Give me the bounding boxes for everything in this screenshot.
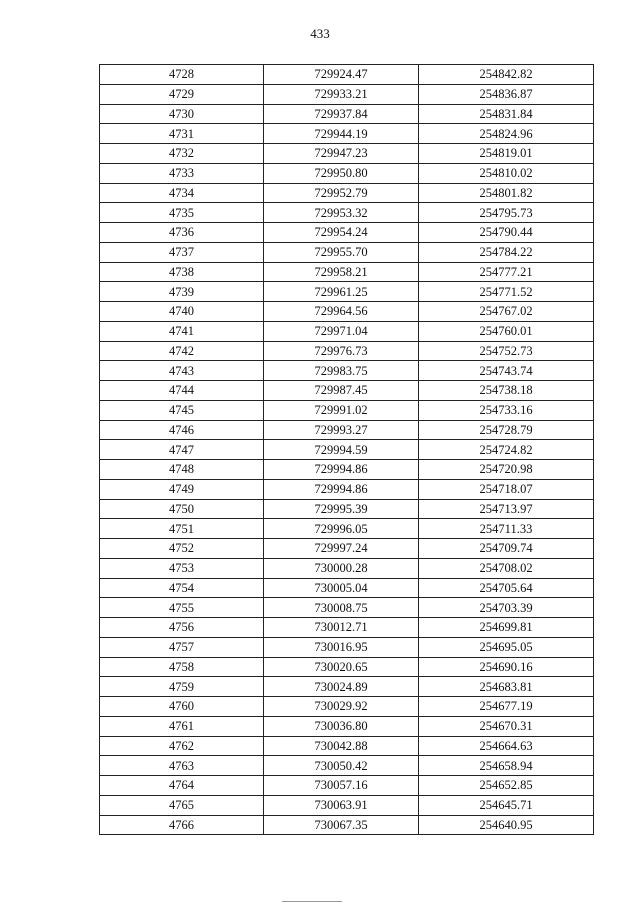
table-row: [100, 479, 594, 499]
y-coordinate-cell: 254670.31: [419, 716, 594, 736]
x-coordinate-cell: 729933.21: [264, 84, 419, 104]
table-row: [100, 558, 594, 578]
point-number-cell: 4736: [100, 223, 264, 243]
y-coordinate-cell: 254836.87: [419, 84, 594, 104]
table-row: [100, 736, 594, 756]
y-coordinate-cell: 254724.82: [419, 440, 594, 460]
table-row: [100, 381, 594, 401]
table-row: [100, 341, 594, 361]
point-number-cell: 4747: [100, 440, 264, 460]
table-row: [100, 440, 594, 460]
y-coordinate-cell: 254771.52: [419, 282, 594, 302]
x-coordinate-cell: 729996.05: [264, 519, 419, 539]
x-coordinate-cell: 730042.88: [264, 736, 419, 756]
point-number-cell: 4734: [100, 183, 264, 203]
y-coordinate-cell: 254842.82: [419, 65, 594, 85]
table-row: [100, 242, 594, 262]
x-coordinate-cell: 729955.70: [264, 242, 419, 262]
x-coordinate-cell: 730063.91: [264, 795, 419, 815]
y-coordinate-cell: 254831.84: [419, 104, 594, 124]
y-coordinate-cell: 254743.74: [419, 361, 594, 381]
point-number-cell: 4755: [100, 598, 264, 618]
table-row: [100, 637, 594, 657]
table-row: [100, 499, 594, 519]
x-coordinate-cell: 729991.02: [264, 400, 419, 420]
x-coordinate-cell: 729971.04: [264, 321, 419, 341]
point-number-cell: 4753: [100, 558, 264, 578]
table-row: [100, 262, 594, 282]
x-coordinate-cell: 729987.45: [264, 381, 419, 401]
coordinates-table-body: [100, 65, 594, 835]
table-row: [100, 815, 594, 835]
point-number-cell: 4758: [100, 657, 264, 677]
x-coordinate-cell: 729993.27: [264, 420, 419, 440]
table-row: [100, 282, 594, 302]
table-row: [100, 795, 594, 815]
point-number-cell: 4743: [100, 361, 264, 381]
point-number-cell: 4746: [100, 420, 264, 440]
y-coordinate-cell: 254824.96: [419, 124, 594, 144]
point-number-cell: 4730: [100, 104, 264, 124]
x-coordinate-cell: 730005.04: [264, 578, 419, 598]
x-coordinate-cell: 729994.86: [264, 460, 419, 480]
table-row: [100, 460, 594, 480]
table-row: [100, 420, 594, 440]
point-number-cell: 4757: [100, 637, 264, 657]
x-coordinate-cell: 729964.56: [264, 302, 419, 322]
x-coordinate-cell: 730067.35: [264, 815, 419, 835]
table-row: [100, 223, 594, 243]
x-coordinate-cell: 730024.89: [264, 677, 419, 697]
x-coordinate-cell: 729961.25: [264, 282, 419, 302]
y-coordinate-cell: 254819.01: [419, 144, 594, 164]
table-row: [100, 519, 594, 539]
point-number-cell: 4752: [100, 539, 264, 559]
table-row: [100, 104, 594, 124]
y-coordinate-cell: 254767.02: [419, 302, 594, 322]
page-number: 433: [310, 26, 330, 41]
y-coordinate-cell: 254718.07: [419, 479, 594, 499]
point-number-cell: 4765: [100, 795, 264, 815]
y-coordinate-cell: 254664.63: [419, 736, 594, 756]
x-coordinate-cell: 730000.28: [264, 558, 419, 578]
x-coordinate-cell: 730016.95: [264, 637, 419, 657]
x-coordinate-cell: 730008.75: [264, 598, 419, 618]
table-row: [100, 578, 594, 598]
point-number-cell: 4761: [100, 716, 264, 736]
point-number-cell: 4745: [100, 400, 264, 420]
y-coordinate-cell: 254713.97: [419, 499, 594, 519]
y-coordinate-cell: 254683.81: [419, 677, 594, 697]
point-number-cell: 4738: [100, 262, 264, 282]
table-row: [100, 400, 594, 420]
x-coordinate-cell: 729995.39: [264, 499, 419, 519]
y-coordinate-cell: 254705.64: [419, 578, 594, 598]
point-number-cell: 4750: [100, 499, 264, 519]
table-row: [100, 657, 594, 677]
table-row: [100, 756, 594, 776]
coordinates-table: [99, 64, 594, 835]
x-coordinate-cell: 729947.23: [264, 144, 419, 164]
bottom-divider: [282, 901, 342, 902]
x-coordinate-cell: 729937.84: [264, 104, 419, 124]
table-row: [100, 302, 594, 322]
x-coordinate-cell: 729954.24: [264, 223, 419, 243]
table-row: [100, 618, 594, 638]
point-number-cell: 4731: [100, 124, 264, 144]
x-coordinate-cell: 729994.59: [264, 440, 419, 460]
x-coordinate-cell: 730050.42: [264, 756, 419, 776]
y-coordinate-cell: 254677.19: [419, 697, 594, 717]
point-number-cell: 4732: [100, 144, 264, 164]
x-coordinate-cell: 729924.47: [264, 65, 419, 85]
y-coordinate-cell: 254708.02: [419, 558, 594, 578]
point-number-cell: 4751: [100, 519, 264, 539]
table-row: [100, 163, 594, 183]
table-row: [100, 598, 594, 618]
table-row: [100, 697, 594, 717]
x-coordinate-cell: 729958.21: [264, 262, 419, 282]
y-coordinate-cell: 254720.98: [419, 460, 594, 480]
table-row: [100, 203, 594, 223]
y-coordinate-cell: 254795.73: [419, 203, 594, 223]
point-number-cell: 4728: [100, 65, 264, 85]
x-coordinate-cell: 729983.75: [264, 361, 419, 381]
point-number-cell: 4742: [100, 341, 264, 361]
x-coordinate-cell: 730036.80: [264, 716, 419, 736]
point-number-cell: 4763: [100, 756, 264, 776]
point-number-cell: 4744: [100, 381, 264, 401]
point-number-cell: 4740: [100, 302, 264, 322]
y-coordinate-cell: 254695.05: [419, 637, 594, 657]
table-row: [100, 776, 594, 796]
table-row: [100, 716, 594, 736]
x-coordinate-cell: 729952.79: [264, 183, 419, 203]
y-coordinate-cell: 254777.21: [419, 262, 594, 282]
point-number-cell: 4739: [100, 282, 264, 302]
y-coordinate-cell: 254728.79: [419, 420, 594, 440]
y-coordinate-cell: 254709.74: [419, 539, 594, 559]
point-number-cell: 4759: [100, 677, 264, 697]
table-row: [100, 321, 594, 341]
table-row: [100, 144, 594, 164]
y-coordinate-cell: 254645.71: [419, 795, 594, 815]
point-number-cell: 4760: [100, 697, 264, 717]
x-coordinate-cell: 729994.86: [264, 479, 419, 499]
y-coordinate-cell: 254752.73: [419, 341, 594, 361]
x-coordinate-cell: 730057.16: [264, 776, 419, 796]
point-number-cell: 4756: [100, 618, 264, 638]
x-coordinate-cell: 730020.65: [264, 657, 419, 677]
x-coordinate-cell: 729976.73: [264, 341, 419, 361]
y-coordinate-cell: 254738.18: [419, 381, 594, 401]
table-row: [100, 183, 594, 203]
y-coordinate-cell: 254760.01: [419, 321, 594, 341]
point-number-cell: 4735: [100, 203, 264, 223]
point-number-cell: 4733: [100, 163, 264, 183]
table-row: [100, 84, 594, 104]
y-coordinate-cell: 254784.22: [419, 242, 594, 262]
point-number-cell: 4754: [100, 578, 264, 598]
x-coordinate-cell: 729953.32: [264, 203, 419, 223]
table-row: [100, 361, 594, 381]
y-coordinate-cell: 254652.85: [419, 776, 594, 796]
point-number-cell: 4741: [100, 321, 264, 341]
y-coordinate-cell: 254711.33: [419, 519, 594, 539]
point-number-cell: 4766: [100, 815, 264, 835]
table-row: [100, 124, 594, 144]
y-coordinate-cell: 254640.95: [419, 815, 594, 835]
y-coordinate-cell: 254690.16: [419, 657, 594, 677]
y-coordinate-cell: 254703.39: [419, 598, 594, 618]
table-row: [100, 677, 594, 697]
y-coordinate-cell: 254810.02: [419, 163, 594, 183]
x-coordinate-cell: 730012.71: [264, 618, 419, 638]
x-coordinate-cell: 729997.24: [264, 539, 419, 559]
table-row: [100, 65, 594, 85]
y-coordinate-cell: 254790.44: [419, 223, 594, 243]
x-coordinate-cell: 730029.92: [264, 697, 419, 717]
point-number-cell: 4737: [100, 242, 264, 262]
y-coordinate-cell: 254733.16: [419, 400, 594, 420]
table-row: [100, 539, 594, 559]
y-coordinate-cell: 254801.82: [419, 183, 594, 203]
point-number-cell: 4729: [100, 84, 264, 104]
y-coordinate-cell: 254699.81: [419, 618, 594, 638]
y-coordinate-cell: 254658.94: [419, 756, 594, 776]
point-number-cell: 4749: [100, 479, 264, 499]
x-coordinate-cell: 729944.19: [264, 124, 419, 144]
point-number-cell: 4764: [100, 776, 264, 796]
point-number-cell: 4762: [100, 736, 264, 756]
point-number-cell: 4748: [100, 460, 264, 480]
x-coordinate-cell: 729950.80: [264, 163, 419, 183]
